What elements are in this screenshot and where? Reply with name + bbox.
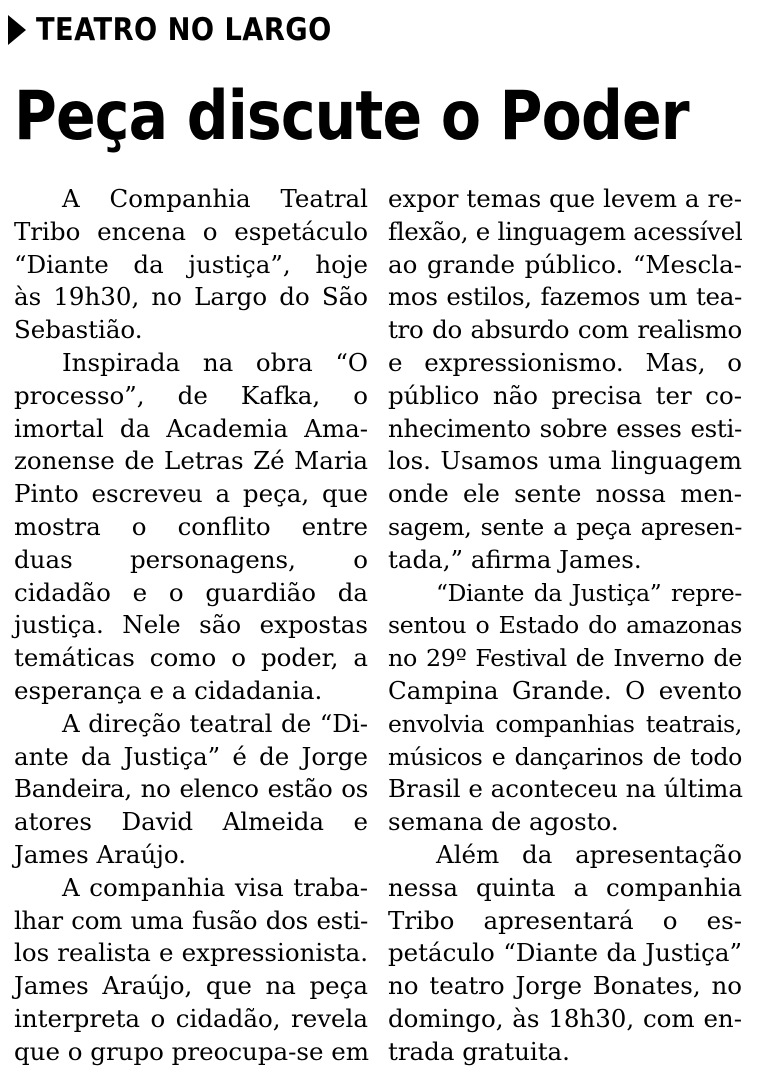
text-line: expor temas que levem a re- [388, 184, 742, 213]
text-line: envolvia companhias teatrais, [388, 709, 742, 738]
text-line: músicos e dançarinos de todo [388, 742, 742, 771]
text-line: los. Usamos uma linguagem [388, 446, 742, 476]
article-body [14, 183, 752, 1069]
text-line: domingo, às 18h30, com en- [388, 1003, 742, 1033]
text-line: tada,” afirma James. [388, 544, 642, 574]
text-line: interpreta o cidadão, revela [14, 1003, 368, 1033]
text-line: no teatro Jorge Bonates, no [388, 971, 742, 1001]
text-line: às 19h30, no Largo do São [14, 282, 368, 312]
text-line: flexão, e linguagem acessível [388, 216, 743, 246]
kicker-label: TEATRO NO LARGO [36, 12, 332, 48]
triangle-bullet-icon [8, 15, 26, 45]
text-line: no 29º Festival de Inverno de [388, 644, 742, 673]
text-line: justiça. Nele são expostas [14, 610, 368, 640]
text-line: e expressionismo. Mas, o [388, 347, 742, 377]
article-paragraph [388, 577, 742, 839]
text-line: “Diante da Justiça” repre- [436, 578, 742, 607]
article-paragraph [14, 347, 368, 708]
text-line: esperança e a cidadania. [14, 675, 323, 705]
text-line: imortal da Academia Ama- [14, 413, 368, 443]
text-line: que o grupo preocupa-se em [14, 1036, 369, 1066]
text-line: Inspirada na obra “O [62, 347, 368, 377]
text-line: ante da Justiça” é de Jorge [14, 741, 368, 771]
text-line: Sebastião. [14, 315, 143, 345]
text-line: Pinto escreveu a peça, que [14, 479, 368, 509]
text-line: Tribo apresentará o es- [388, 905, 742, 935]
text-line: temáticas como o poder, a [14, 643, 368, 673]
text-line: ao grande público. “Mescla- [388, 249, 742, 279]
text-line: zonense de Letras Zé Maria [14, 446, 368, 476]
text-line: atores David Almeida e [14, 807, 368, 837]
text-line: James Araújo. [14, 839, 187, 869]
text-line: nhecimento sobre esses esti- [388, 413, 742, 443]
section-kicker [8, 12, 372, 48]
text-line: sentou o Estado do amazonas [388, 611, 742, 640]
text-line: “Diante da justiça”, hoje [14, 249, 368, 279]
text-line: A direção teatral de “Di- [62, 708, 368, 738]
text-line: los realista e expressionista. [14, 938, 368, 968]
text-line: tro do absurdo com realismo [388, 315, 742, 345]
article-paragraph [14, 872, 368, 1069]
headline: Peça discute o Poder [14, 77, 689, 156]
text-line: James Araújo, que na peça [14, 971, 368, 1001]
text-line: trada gratuita. [388, 1036, 570, 1066]
text-line: petáculo “Diante da Justiça” [388, 938, 742, 968]
text-line: lhar com uma fusão dos esti- [14, 905, 368, 935]
article-paragraph [14, 708, 368, 872]
article-paragraph [388, 183, 742, 577]
text-line: A companhia visa traba- [62, 872, 368, 902]
text-line: processo”, de Kafka, o [14, 380, 368, 410]
text-line: mos estilos, fazemos um tea- [388, 282, 742, 312]
text-line: mostra o conflito entre [14, 511, 368, 541]
text-line: A Companhia Teatral [62, 184, 368, 213]
text-line: sagem, sente a peça apresen- [388, 512, 742, 541]
text-line: Campina Grande. O evento [388, 675, 742, 705]
text-line: onde ele sente nossa men- [388, 479, 742, 509]
text-line: Tribo encena o espetáculo [14, 216, 368, 246]
text-line: Bandeira, no elenco estão os [14, 774, 368, 804]
text-line: semana de agosto. [388, 807, 619, 837]
article-paragraph [14, 183, 368, 347]
text-line: cidadão e o guardião da [14, 577, 368, 607]
article-column-left [14, 183, 368, 1069]
text-line: duas personagens, o [14, 544, 368, 574]
article-column-right [388, 183, 742, 1069]
text-line: Brasil e aconteceu na última [388, 774, 743, 804]
text-line: nessa quinta a companhia [388, 872, 742, 902]
text-line: público não precisa ter co- [388, 380, 742, 410]
article-paragraph [388, 839, 742, 1069]
text-line: Além da apresentação [436, 839, 742, 869]
